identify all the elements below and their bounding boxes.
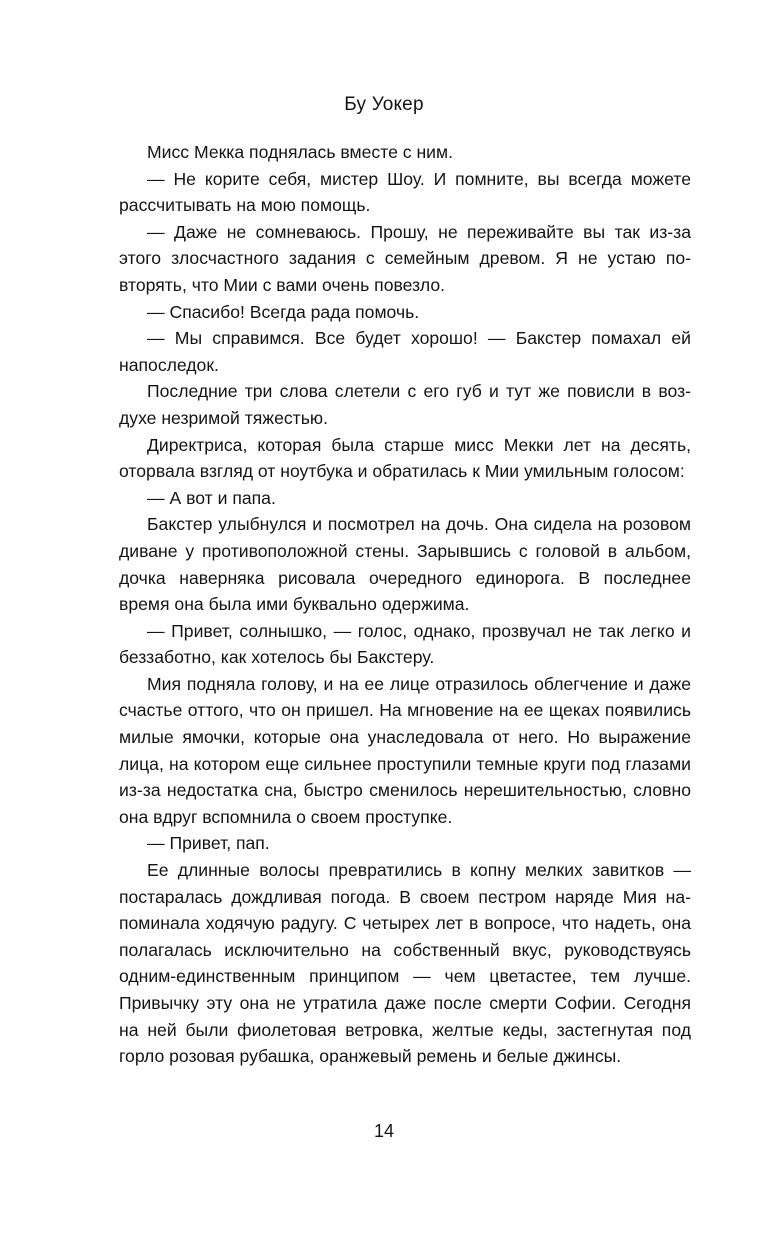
paragraph: Последние три слова слетели с его губ и тут же повисли в воздухе незримой тяжестью. [119, 381, 691, 428]
paragraph: Мисс Мекка поднялась вместе с ним. [147, 142, 453, 162]
paragraph: Мия подняла голову, и на ее лице отразилось облегчение и даже счастье оттого, что он пришел. На мгновение на ее щеках появились милые ямочки, которые она унаследовала от него. Но выражение лица, на котором еще сильнее проступили темные круги под глазами из-за недостатка сна, быстро сменилось нерешительностью, словно она вдруг вспомнила о своем проступке. [119, 673, 691, 827]
paragraph: — Даже не сомневаюсь. Прошу, не переживайте вы так из-за этого злосчастного задания с семейным древом. Я не устаю повторять, что Мии с вами очень повезло. [119, 221, 691, 295]
paragraph: Бакстер улыбнулся и посмотрел на дочь. Она сидела на розовом диване у противоположной стены. Зарывшись с головой в альбом, дочка наверняка рисовала очередного единорога. В последнее время она была ими буквально одержима. [119, 514, 691, 615]
paragraph: — Привет, солнышко, — голос, однако, прозвучал не так легко и беззаботно, как хотелось бы Бакстеру. [119, 620, 691, 668]
paragraph: — Привет, пап. [147, 833, 270, 854]
page-number: 14 [373, 1121, 395, 1141]
paragraph: — Не корите себя, мистер Шоу. И помните, вы всегда можете рассчитывать на мою помощь. [119, 168, 691, 216]
paragraph: — Спасибо! Всегда рада помочь. [147, 301, 420, 322]
paragraph: — Мы справимся. Все будет хорошо! — Бакстер помахал ей напоследок. [119, 328, 691, 375]
paragraph: — А вот и папа. [147, 487, 276, 508]
running-header-author: Бу Уокер [344, 94, 424, 115]
body-text [119, 139, 691, 1070]
paragraph: Ее длинные волосы превратились в копну мелких завитков — постаралась дождливая погода. В своем пестром наряде Мия напоминала ходячую радугу. С четырех лет в вопросе, что надеть, она полагалась исключительно на собственный вкус, руководствуясь одним-единственным принципом — чем цветастее, тем лучше. Привычку эту она не утратила даже после смерти Софии. Сегодня на ней были фиолетовая ветровка, желтые кеды, застегнутая под горло розовая рубашка, оранжевый ремень и белые джинсы. [119, 860, 691, 1067]
paragraph: Директриса, которая была старше мисс Мекки лет на десять, оторвала взгляд от ноутбука и обратилась к Мии умильным голосом: [119, 434, 691, 482]
